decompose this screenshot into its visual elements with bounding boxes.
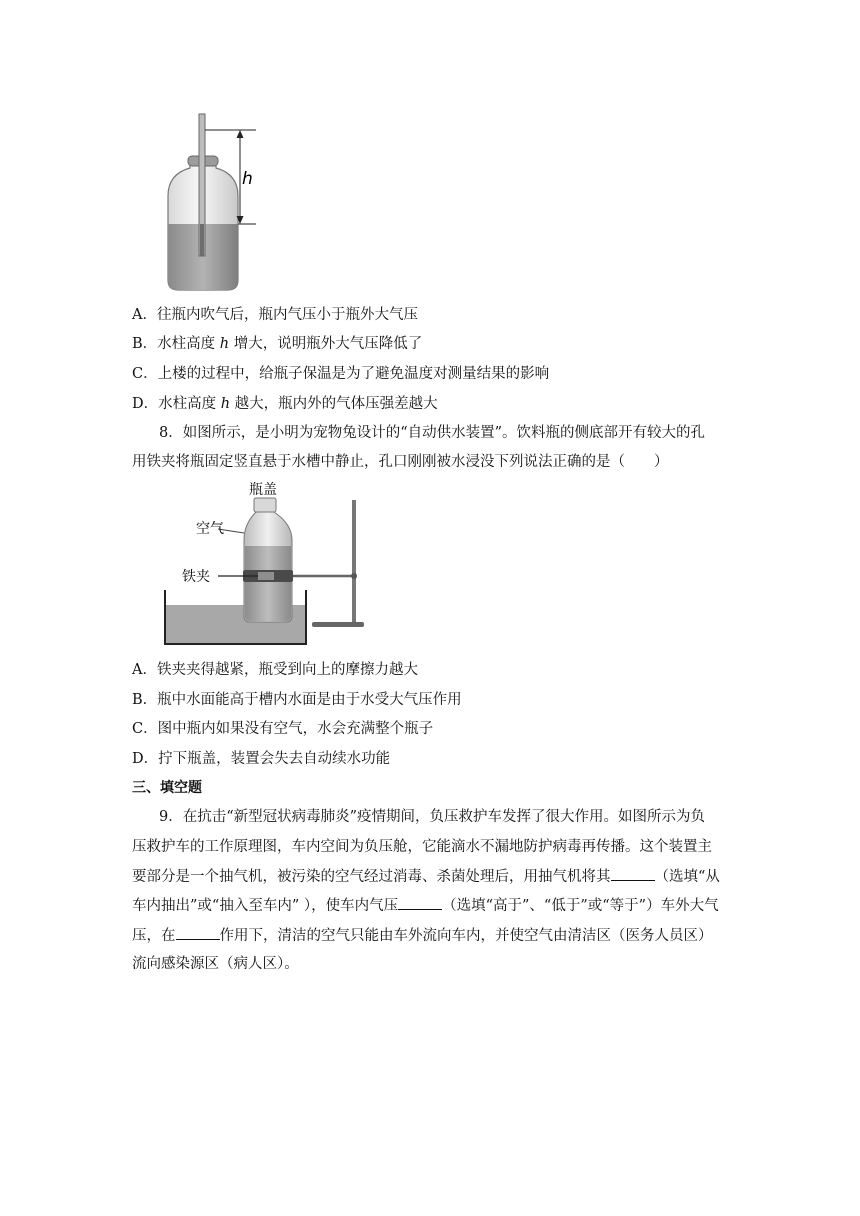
answer-blank-3[interactable]	[176, 925, 220, 940]
q8-option-b: B．瓶中水面能高于槽内水面是由于水受大气压作用	[132, 692, 462, 708]
q9-line4	[132, 895, 719, 916]
section-title: 三、填空题	[132, 780, 202, 796]
q7-option-b-post: 增大，说明瓶外大气压降低了	[229, 336, 423, 352]
q7-option-d	[132, 394, 438, 414]
q8-stem-line1: 8．如图所示，是小明为宠物兔设计的“自动供水装置”。饮料瓶的侧底部开有较大的孔	[159, 425, 706, 441]
q9-line4-pre: 车内抽出”或“抽入至车内” ），使车内气压	[132, 898, 399, 914]
q7-option-c: C．上楼的过程中，给瓶子保温是为了避免温度对测量结果的影响	[132, 366, 550, 382]
q7-option-d-post: 越大，瓶内外的气体压强差越大	[230, 396, 438, 412]
q9-line4-post: （选填“高于”、“低于”或“等于”）车外大气	[442, 898, 719, 914]
q7-option-d-pre: D．水柱高度	[132, 396, 221, 412]
q9-line3-pre: 要部分是一个抽气机，被污染的空气经过消毒、杀菌处理后，用抽气机将其	[132, 869, 611, 885]
q9-line2: 压救护车的工作原理图，车内空间为负压舱，它能滴水不漏地防护病毒再传播。这个装置主	[132, 839, 712, 855]
cap-label: 瓶盖	[249, 482, 277, 498]
height-label: h	[242, 169, 253, 189]
q9-line3-post: （选填“从	[654, 869, 720, 885]
q8-option-a: A．铁夹夹得越紧，瓶受到向上的摩擦力越大	[132, 662, 418, 678]
clamp-label: 铁夹	[182, 569, 210, 585]
q9-line6: 流向感染源区（病人区）。	[132, 956, 299, 972]
bottle-tube-figure	[160, 108, 280, 293]
q9-line5-post: 作用下，清洁的空气只能由车外流向车内，并使空气由清洁区（医务人员区）	[219, 928, 713, 944]
q7-option-a: A．往瓶内吹气后，瓶内气压小于瓶外大气压	[132, 307, 418, 323]
answer-blank-2[interactable]	[398, 895, 442, 910]
air-label: 空气	[196, 521, 224, 537]
q9-line5	[132, 925, 713, 946]
q9-line1: 9．在抗击“新型冠状病毒肺炎”疫情期间，负压救护车发挥了很大作用。如图所示为负	[159, 809, 706, 825]
q7-option-d-var: h	[220, 396, 231, 412]
q7-option-b-var: h	[219, 336, 230, 352]
q8-option-c: C．图中瓶内如果没有空气，水会充满整个瓶子	[132, 721, 434, 737]
q9-line3	[132, 866, 720, 887]
q7-option-b	[132, 334, 422, 354]
q7-option-b-pre: B．水柱高度	[132, 336, 220, 352]
q8-stem-line2: 用铁夹将瓶固定竖直悬于水槽中静止，孔口刚刚被水浸没下列说法正确的是（ ）	[132, 454, 669, 470]
q8-option-d: D．拧下瓶盖，装置会失去自动续水功能	[132, 751, 391, 767]
auto-water-supply-figure	[160, 480, 375, 650]
q9-line5-pre: 压，在	[132, 928, 176, 944]
answer-blank-1[interactable]	[611, 866, 655, 881]
